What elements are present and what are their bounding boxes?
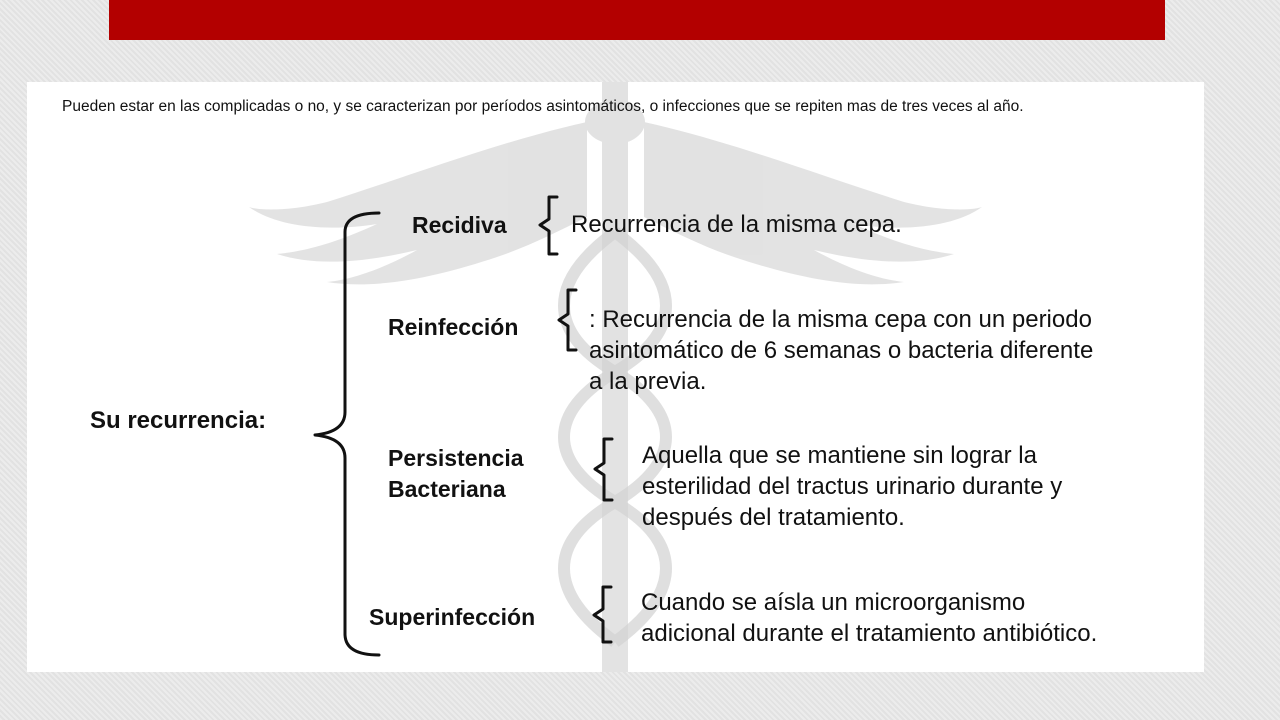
persistencia-bracket bbox=[595, 439, 612, 500]
term-line: Persistencia bbox=[388, 445, 524, 471]
definition-line: asintomático de 6 semanas o bacteria diferente bbox=[589, 337, 1094, 364]
definition-line: : Recurrencia de la misma cepa con un periodo bbox=[589, 306, 1092, 333]
definition-line: Cuando se aísla un microorganismo bbox=[641, 589, 1026, 616]
intro-text: Pueden estar en las complicadas o no, y se caracterizan por períodos asintomáticos, o infecciones que se repiten mas de tres veces al año. bbox=[62, 98, 1024, 115]
term-superinfeccion: Superinfección bbox=[369, 604, 536, 630]
term-reinfeccion: Reinfección bbox=[388, 314, 519, 340]
definition-reinfeccion bbox=[589, 304, 1093, 397]
definition-line: después del tratamiento. bbox=[642, 504, 905, 531]
definition-line: Recurrencia de la misma cepa. bbox=[571, 211, 902, 238]
recidiva-bracket bbox=[540, 197, 557, 254]
term-line: Bacteriana bbox=[388, 476, 506, 502]
definition-recidiva bbox=[571, 209, 902, 240]
term-persistencia-bacteriana bbox=[388, 443, 524, 505]
definition-line: esterilidad del tractus urinario durante y bbox=[642, 473, 1063, 500]
term-recidiva: Recidiva bbox=[412, 212, 507, 238]
definition-line: adicional durante el tratamiento antibiótico. bbox=[641, 620, 1098, 647]
reinfeccion-bracket bbox=[559, 290, 576, 350]
header-accent-bar bbox=[109, 0, 1165, 40]
definition-superinfeccion bbox=[641, 587, 1097, 649]
definition-line: a la previa. bbox=[589, 368, 707, 395]
superinfeccion-bracket bbox=[594, 587, 611, 642]
definition-line: Aquella que se mantiene sin lograr la bbox=[642, 442, 1037, 469]
root-label: Su recurrencia: bbox=[90, 407, 267, 434]
main-bracket bbox=[315, 213, 379, 655]
slide-content bbox=[27, 82, 1204, 672]
definition-persistencia-bacteriana bbox=[642, 440, 1062, 533]
